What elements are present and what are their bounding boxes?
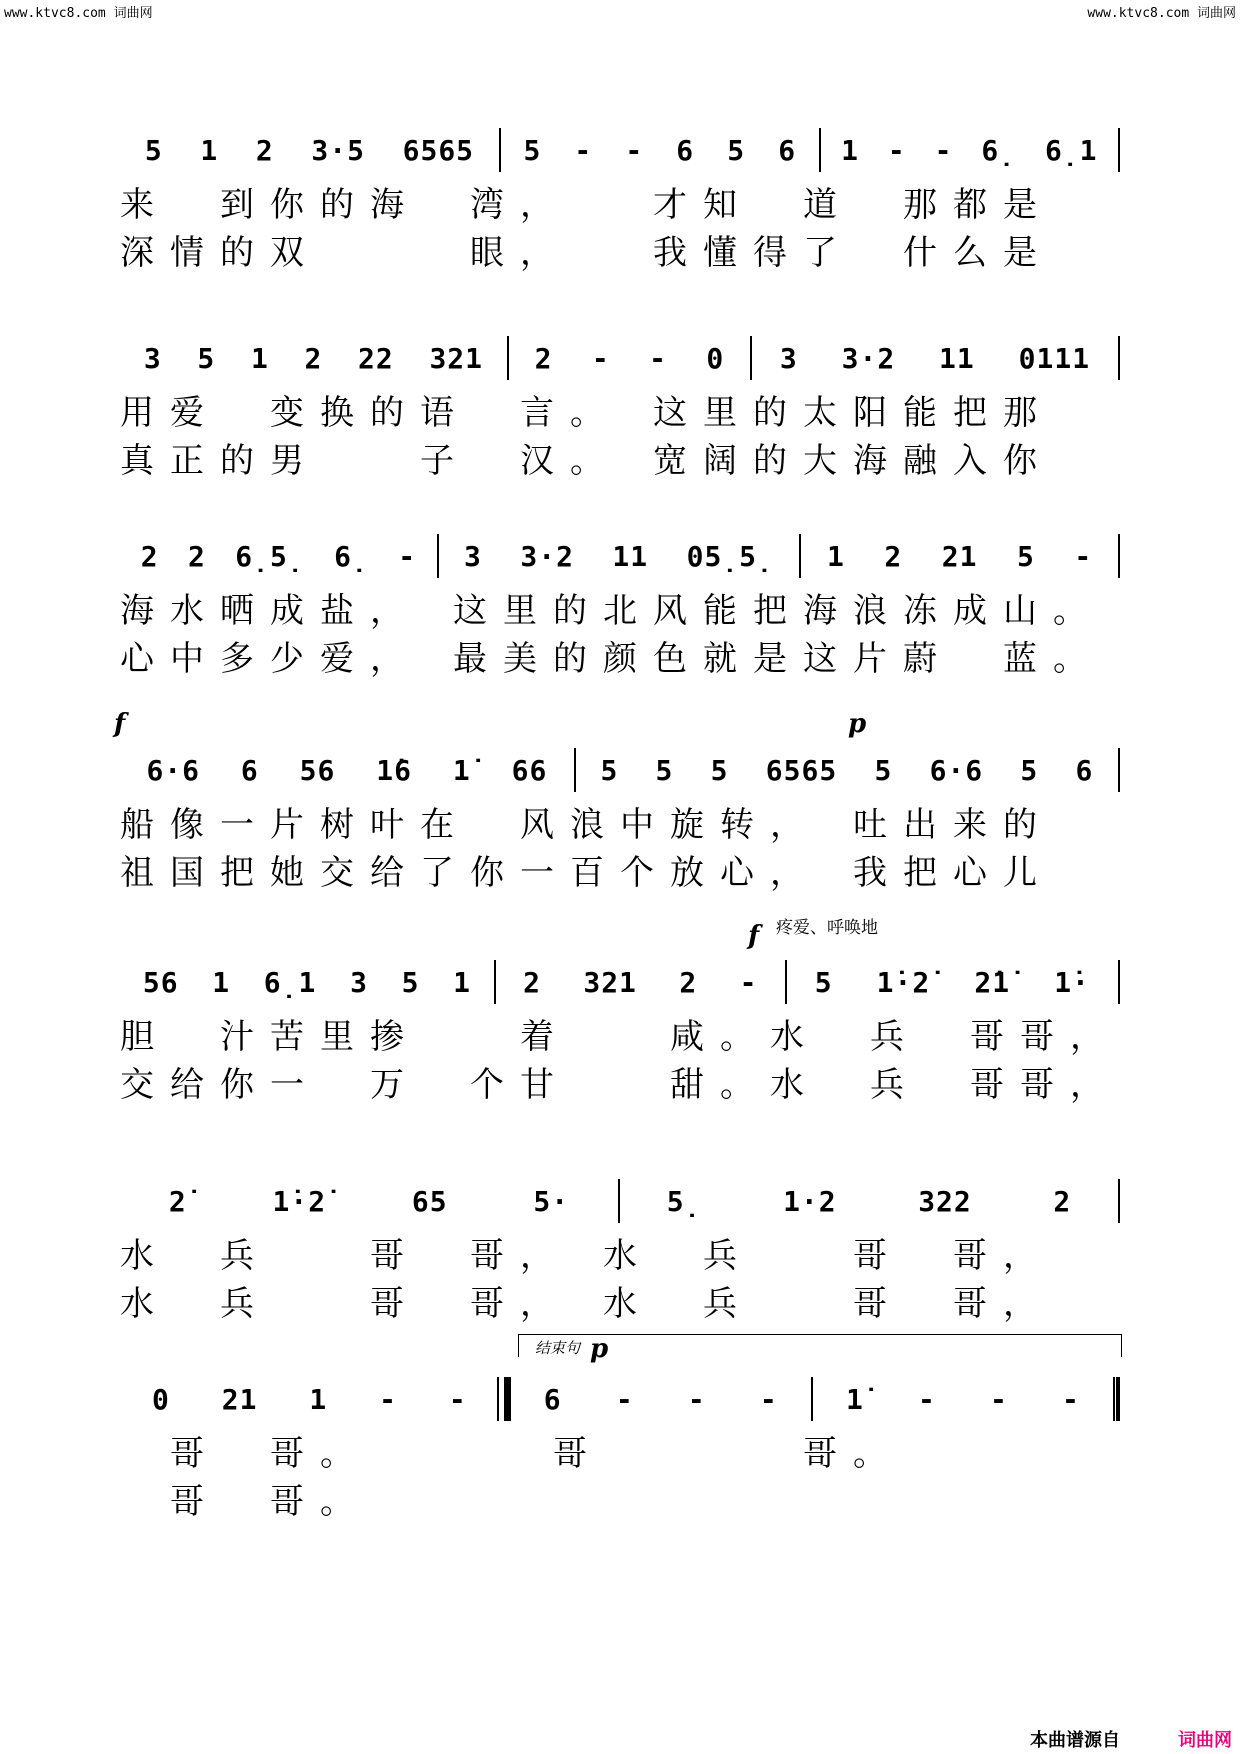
dynamic-marking: f [748, 921, 760, 951]
watermark-right: www.ktvc8.com 词曲网 [1087, 6, 1236, 21]
note: 5 [814, 965, 833, 999]
repeat-barline [499, 1377, 511, 1421]
note: 6 [240, 753, 259, 787]
end-barline [1118, 336, 1120, 380]
note: 3·2 [841, 341, 896, 375]
note: 56 [299, 753, 336, 787]
note: 2 [679, 965, 698, 999]
note: 1̇ [452, 753, 471, 787]
note: 2 [884, 539, 903, 573]
note: 5 [727, 133, 746, 167]
note: 0111 [1018, 341, 1091, 375]
note: - [739, 965, 758, 999]
note: 3 [779, 341, 798, 375]
staff-system [120, 1334, 1120, 1522]
footer-brand-link[interactable]: 词曲网 [1178, 1730, 1232, 1751]
note: - [917, 1382, 936, 1416]
note: - [448, 1382, 467, 1416]
note: 5 [874, 753, 893, 787]
measure [801, 531, 1118, 581]
measure [496, 957, 785, 1007]
notes-row [120, 333, 1120, 383]
lyric-line-1: 水 兵 哥 哥， 水 兵 哥 哥， [120, 1236, 1053, 1276]
note: 0 [706, 341, 725, 375]
notes-row [120, 745, 1120, 795]
measure [787, 957, 1118, 1007]
note: 6̣ [981, 133, 1017, 167]
footer-source-label: 本曲谱源自 [1030, 1730, 1120, 1751]
end-barline [1118, 1179, 1120, 1223]
dynamic-marking: f [114, 709, 126, 739]
note: 5 [523, 133, 542, 167]
note: 11 [612, 539, 649, 573]
note: - [398, 539, 417, 573]
end-barline [1118, 748, 1120, 792]
note: 1·2 [783, 1184, 837, 1218]
note: 5̣ [666, 1184, 702, 1218]
note: 05̣5̣ [686, 539, 774, 573]
note: 1 [212, 965, 231, 999]
note: 56 [142, 965, 179, 999]
measure [120, 125, 499, 175]
lyric-line-1: 来 到你的海 湾， 才知 道 那都是 [120, 185, 1053, 225]
note: - [759, 1382, 778, 1416]
note: - [887, 133, 906, 167]
note: - [615, 1382, 634, 1416]
measure [813, 1374, 1113, 1424]
note: 3 [464, 539, 482, 573]
note: 5 [197, 341, 216, 375]
measure [509, 333, 750, 383]
measure [120, 745, 574, 795]
note: 6 [778, 133, 797, 167]
ending-bracket [518, 1334, 1122, 1357]
note: 6 [543, 1382, 562, 1416]
note: 2̇1̇ [974, 965, 1011, 999]
note: 1 [200, 133, 219, 167]
end-barline [1113, 1377, 1120, 1421]
note: 2 [187, 539, 206, 573]
lyric-line-1: 船像一片树叶在 风浪中旋转， 吐出来的 [120, 805, 1053, 845]
note: 2 [534, 341, 553, 375]
note: 2 [140, 539, 159, 573]
dynamic-marking: p [590, 1334, 609, 1364]
staff-system [120, 1176, 1120, 1324]
dynamic-marking: p [848, 709, 867, 739]
expression-text: 疼爱、呼唤地 [776, 918, 878, 938]
note: 6·6 [146, 753, 201, 787]
note: 5 [1020, 753, 1039, 787]
note: 3·5 [311, 133, 365, 167]
note: 0 [151, 1382, 170, 1416]
note: 321 [429, 341, 484, 375]
measure [752, 333, 1118, 383]
note: 1̇ [845, 1382, 864, 1416]
note: 5· [533, 1184, 570, 1218]
note: 1̇·2̇ [876, 965, 931, 999]
end-barline [1118, 534, 1120, 578]
note: - [687, 1382, 706, 1416]
measure [821, 125, 1118, 175]
note: - [649, 341, 667, 375]
ending-label: 结束句 [535, 1339, 581, 1357]
end-barline [1118, 128, 1120, 172]
note: 322 [918, 1184, 972, 1218]
note: 6·6 [929, 753, 984, 787]
note: 22 [358, 341, 394, 375]
note: 1 [826, 539, 845, 573]
note: 1̇6 [376, 753, 412, 787]
note: 5 [144, 133, 163, 167]
note: 5 [655, 753, 674, 787]
notes-row [120, 125, 1120, 175]
note: 21 [221, 1382, 258, 1416]
lyric-line-1: 胆 汁苦里掺 着 咸。水 兵 哥哥， [120, 1017, 1120, 1057]
lyric-line-2: 水 兵 哥 哥， 水 兵 哥 哥， [120, 1284, 1053, 1324]
note: - [990, 1382, 1008, 1416]
note: - [574, 133, 593, 167]
note: - [1062, 1382, 1080, 1416]
note: 6565 [402, 133, 475, 167]
measure [511, 1374, 811, 1424]
watermark-left: www.ktvc8.com 词曲网 [4, 6, 153, 21]
measure [120, 1176, 618, 1226]
note: 1 [250, 341, 269, 375]
note: 66 [511, 753, 548, 787]
measure [120, 531, 437, 581]
note: 2 [523, 965, 541, 999]
note: 1̇· [1054, 965, 1090, 999]
lyric-line-2: 交给你一 万 个甘 甜。水 兵 哥哥， [120, 1065, 1120, 1105]
note: - [1074, 539, 1093, 573]
note: 5 [600, 753, 619, 787]
note: 5 [1016, 539, 1035, 573]
note: 1 [309, 1382, 328, 1416]
note: - [934, 133, 953, 167]
lyric-line-2: 心中多少爱， 最美的颜色就是这片蔚 蓝。 [120, 639, 1103, 679]
note: - [591, 341, 610, 375]
note: - [625, 133, 644, 167]
note: 65 [411, 1184, 448, 1218]
measure [576, 745, 1118, 795]
lyric-line-2: 真正的男 子 汉。 宽阔的大海融入你 [120, 441, 1053, 481]
note: 6̣1 [1044, 133, 1098, 167]
note: 6565 [765, 753, 838, 787]
lyric-line-1: 用爱 变换的语 言。 这里的太阳能把那 [120, 393, 1053, 433]
note: 6 [676, 133, 695, 167]
note: 2̇ [168, 1184, 187, 1218]
lyric-line-2: 哥 哥。 [120, 1482, 370, 1522]
staff-system [120, 125, 1120, 273]
notes-row [120, 1176, 1120, 1226]
notes-row [120, 957, 1120, 1007]
note: 6̣1 [263, 965, 317, 999]
staff-system [120, 531, 1120, 679]
note: 11 [939, 341, 975, 375]
note: 321 [583, 965, 637, 999]
notes-row [120, 531, 1120, 581]
note: 3·2 [520, 539, 574, 573]
measure [501, 125, 819, 175]
staff-system [120, 918, 1120, 1105]
note: 6 [1075, 753, 1094, 787]
measure [120, 957, 494, 1007]
note: 5 [401, 965, 420, 999]
note: 2 [1053, 1184, 1072, 1218]
note: 3 [143, 341, 162, 375]
lyric-line-2: 祖国把她交给了你一百个放心， 我把心儿 [120, 853, 1053, 893]
note: 6̣ [334, 539, 369, 573]
note: 1 [841, 133, 859, 167]
note: - [379, 1382, 397, 1416]
notes-row [120, 1374, 1120, 1424]
measure [120, 333, 507, 383]
note: 2 [304, 341, 323, 375]
note: 1 [453, 965, 472, 999]
measure [620, 1176, 1118, 1226]
measure [120, 1374, 499, 1424]
staff-system [120, 333, 1120, 481]
end-barline [1118, 960, 1120, 1004]
note: 2 [255, 133, 274, 167]
measure [439, 531, 799, 581]
note: 1̇·2̇ [272, 1184, 327, 1218]
note: 3 [350, 965, 368, 999]
lyric-line-2: 深情的双 眼， 我懂得了 什么是 [120, 233, 1053, 273]
lyric-line-1: 海水晒成盐， 这里的北风能把海浪冻成山。 [120, 591, 1103, 631]
staff-system [114, 709, 1120, 893]
note: 21 [941, 539, 978, 573]
note: 5 [710, 753, 729, 787]
lyric-line-1: 哥 哥。 哥 哥。 [120, 1434, 903, 1474]
note: 6̣5̣ [235, 539, 305, 573]
